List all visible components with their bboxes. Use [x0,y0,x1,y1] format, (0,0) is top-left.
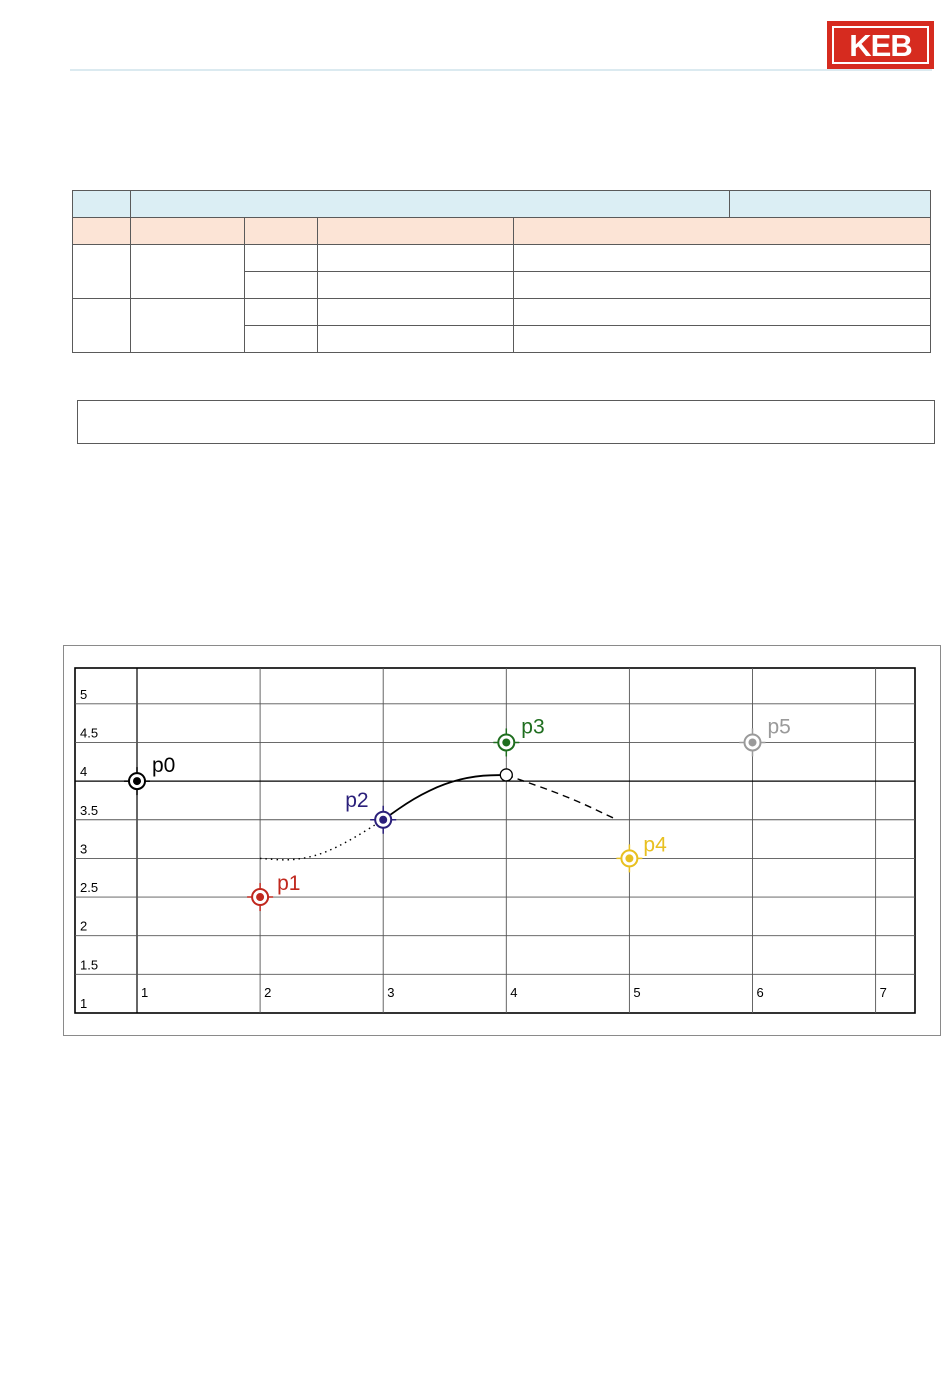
point-label-p0: p0 [152,754,176,778]
x-tick-label: 4 [510,985,518,1000]
point-label-p3: p3 [521,715,545,739]
y-tick-label: 3 [80,841,88,857]
x-tick-label: 5 [633,985,641,1000]
y-tick-label: 4.5 [80,725,99,741]
y-tick-label: 3.5 [80,802,99,818]
point-dot [133,777,141,785]
point-label-p2: p2 [345,788,369,812]
point-label-p4: p4 [643,833,667,857]
y-tick-label: 1.5 [80,957,99,973]
point-dot [749,738,757,746]
x-tick-label: 2 [264,985,272,1000]
point-label-p5: p5 [767,715,791,739]
open-marker [500,769,512,781]
y-tick-label: 2.5 [80,880,99,896]
y-tick-label: 5 [80,686,88,702]
logo-text: KEB [849,27,912,63]
point-dot [625,854,633,862]
point-dot [379,816,387,824]
y-tick-label: 1 [80,996,88,1011]
x-tick-label: 7 [879,985,887,1000]
x-tick-label: 1 [141,985,149,1000]
x-tick-label: 3 [387,985,395,1000]
point-dot [502,738,510,746]
y-tick-label: 4 [80,764,88,780]
point-label-p1: p1 [277,872,301,896]
x-tick-label: 6 [756,985,764,1000]
y-tick-label: 2 [80,918,88,934]
point-dot [256,893,264,901]
